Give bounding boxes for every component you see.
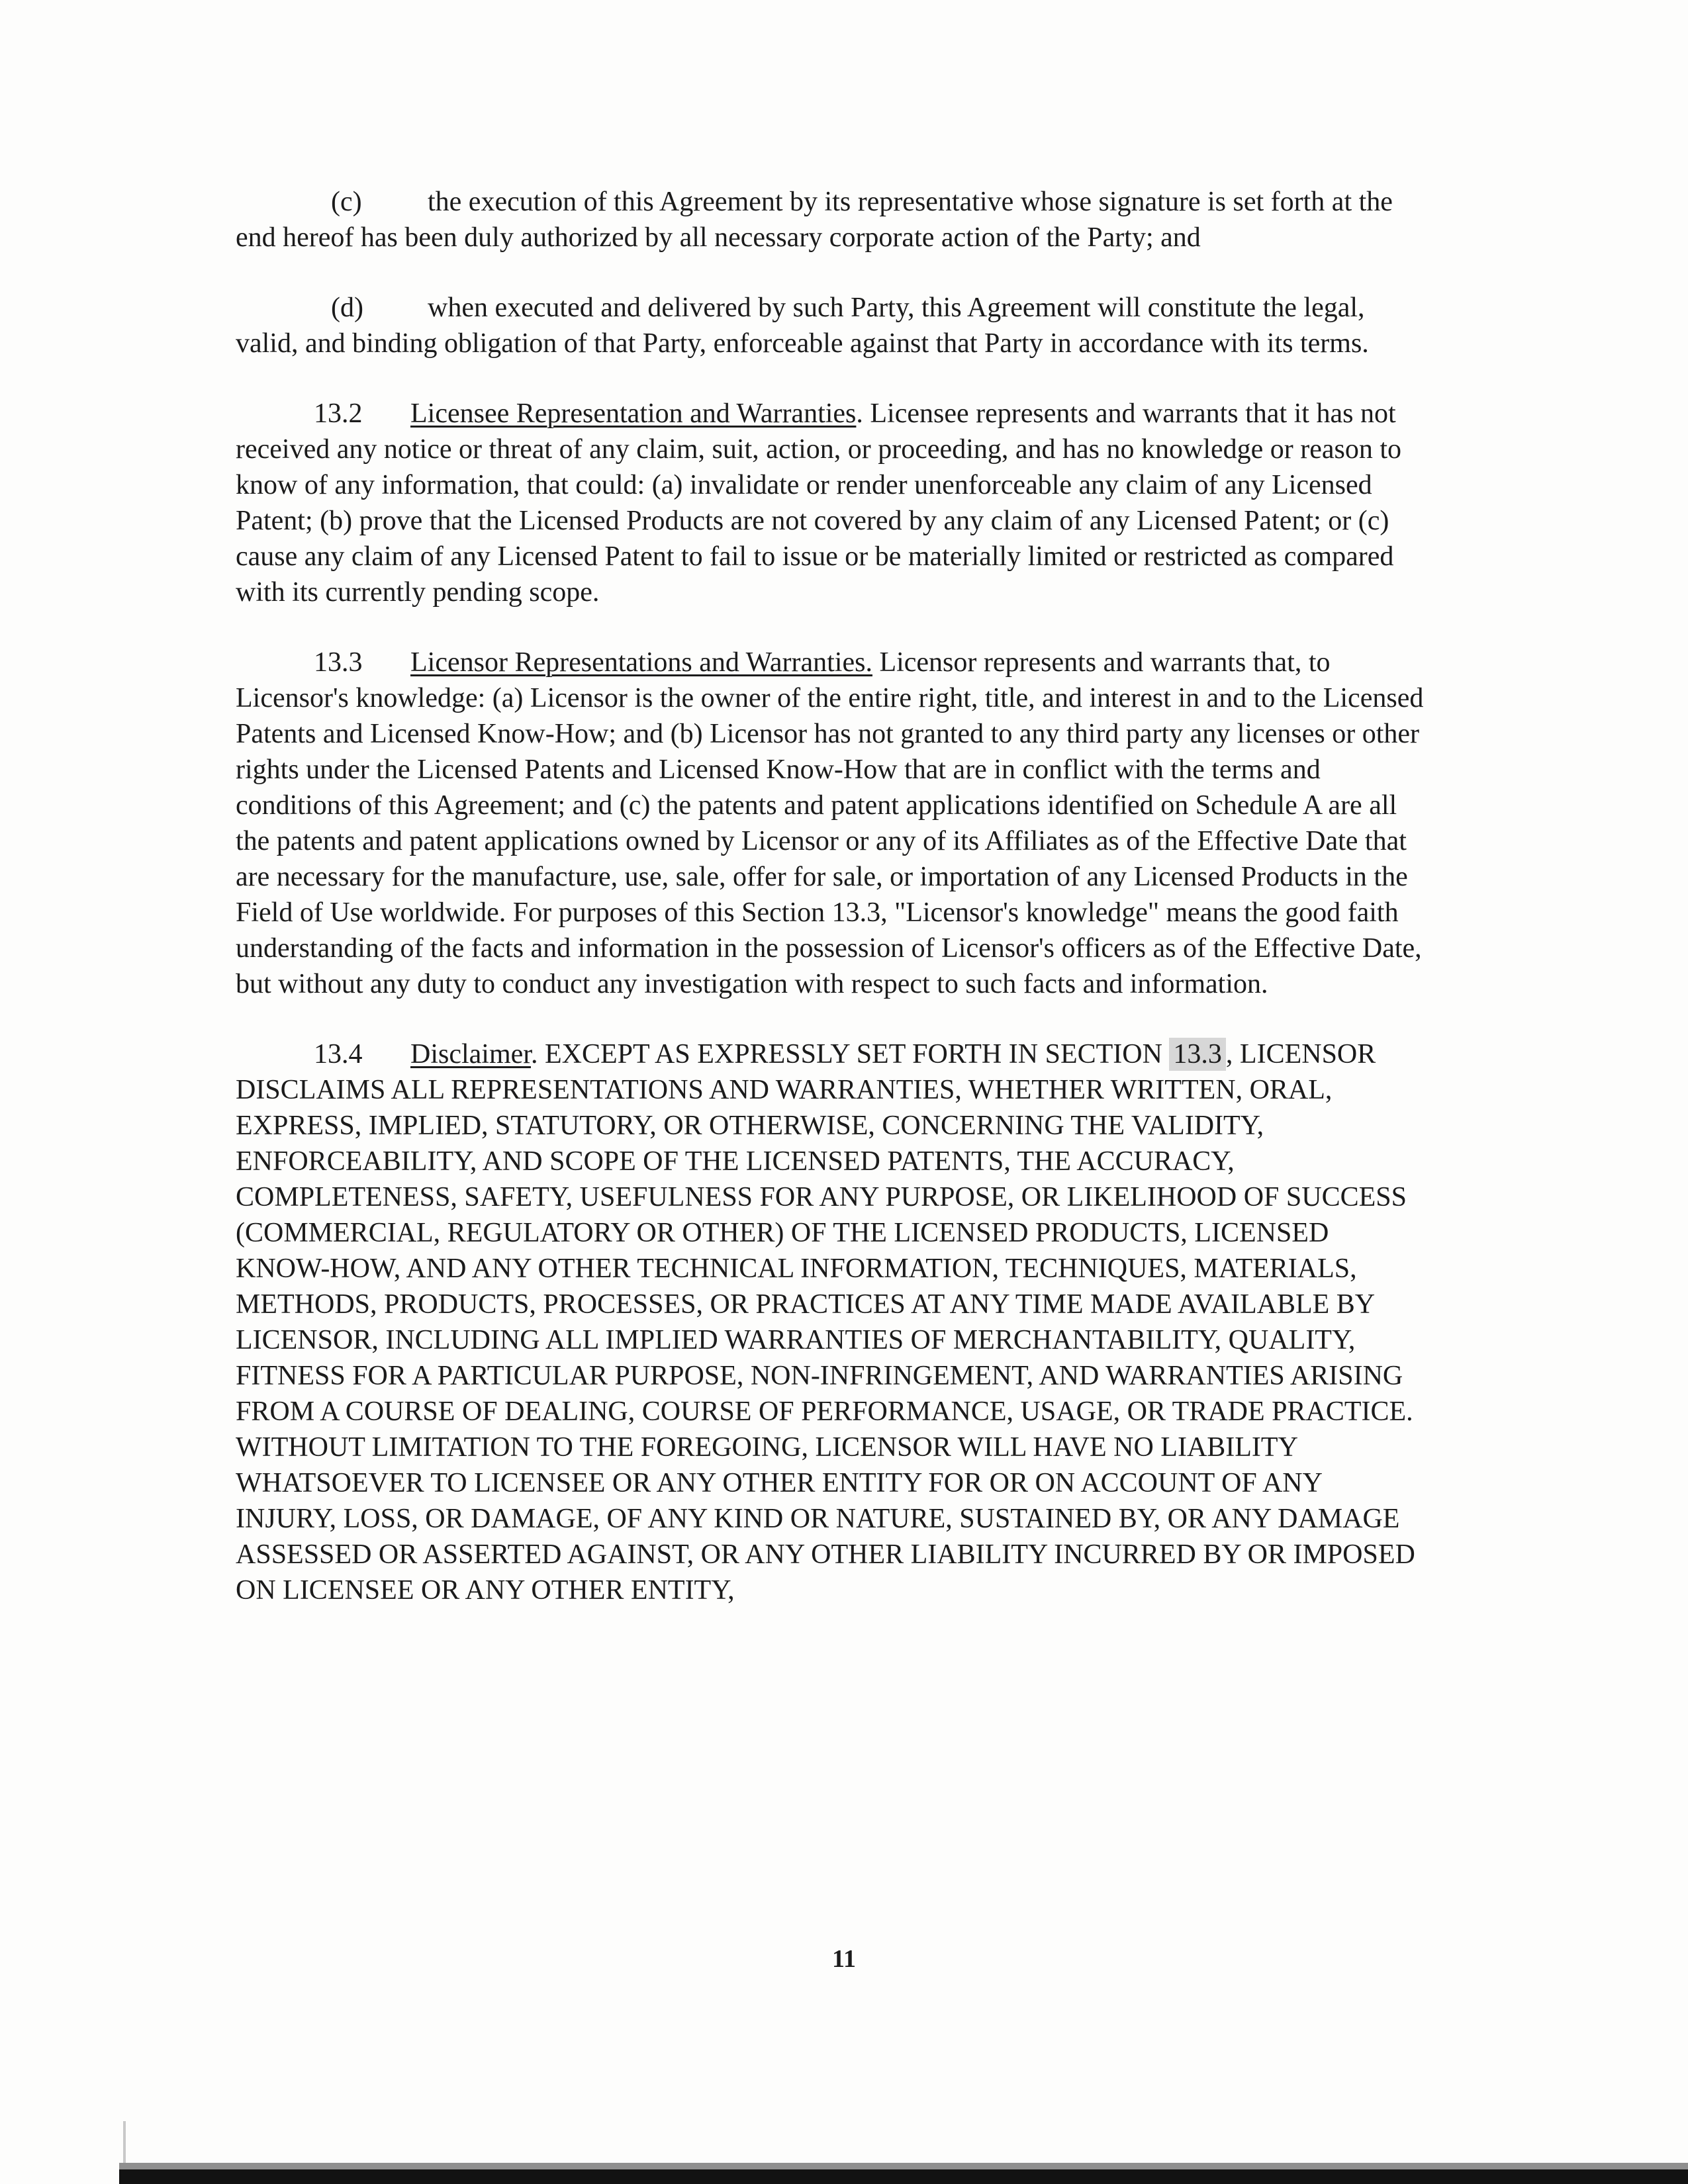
section-13-3: [236, 645, 1427, 1002]
section-13-2-heading: Licensee Representation and Warranties: [410, 398, 857, 429]
scan-bottom-gray-band: [119, 2163, 1688, 2169]
paragraph-d-label: (d): [331, 293, 363, 323]
paragraph-d-text: when executed and delivered by such Party, this Agreement will constitute the legal, valid, and binding obligation of that Party, enforceable against that Party in accordance with its terms.: [236, 293, 1369, 359]
document-body: [236, 184, 1427, 1643]
section-13-4: [236, 1036, 1427, 1608]
section-13-2-number: 13.2: [314, 398, 363, 429]
paragraph-d: [236, 290, 1427, 361]
highlighted-section-reference: 13.3: [1169, 1038, 1226, 1071]
scan-bottom-black-band: [119, 2169, 1688, 2184]
section-13-2-text: . Licensee represents and warrants that it has not received any notice or threat of any claim, suit, action, or proceeding, and has no knowledge or reason to know of any information, that could: (a) invalidate or render unenforceable any claim of any Licensed Patent; (b) prove that the Licensed Products are not covered by any claim of any Licensed Patent; or (c) cause any claim of any Licensed Patent to fail to issue or be materially limited or restricted as compared with its currently pending scope.: [236, 398, 1402, 608]
paragraph-c-label: (c): [331, 187, 362, 217]
section-13-4-heading: Disclaimer: [410, 1039, 531, 1069]
page-number: 11: [832, 1945, 856, 1973]
section-13-3-text: Licensor represents and warrants that, to Licensor's knowledge: (a) Licensor is the owner of the entire right, title, and interest in and to the Licensed Patents and Licensed Know-How; and (b) Licensor has not granted to any third party any licenses or other rights under the Licensed Patents and Licensed Know-How that are in conflict with the terms and conditions of this Agreement; and (c) the patents and patent applications identified on Schedule A are all the patents and patent applications owned by Licensor or any of its Affiliates as of the Effective Date that are necessary for the manufacture, use, sale, offer for sale, or importation of any Licensed Products in the Field of Use worldwide. For purposes of this Section 13.3, "Licensor's knowledge" means the good faith understanding of the facts and information in the possession of Licensor's officers as of the Effective Date, but without any duty to conduct any investigation with respect to such facts and information.: [236, 647, 1424, 999]
section-13-4-text-after: , LICENSOR DISCLAIMS ALL REPRESENTATIONS AND WARRANTIES, WHETHER WRITTEN, ORAL, EXPRESS, IMPLIED, STATUTORY, OR OTHERWISE, CONCERNING THE VALIDITY, ENFORCEABILITY, AND SCOPE OF THE LICENSED PATENTS, THE ACCURACY, COMPLETENESS, SAFETY, USEFULNESS FOR ANY PURPOSE, OR LIKELIHOOD OF SUCCESS (COMMERCIAL, REGULATORY OR OTHER) OF THE LICENSED PRODUCTS, LICENSED KNOW-HOW, AND ANY OTHER TECHNICAL INFORMATION, TECHNIQUES, MATERIALS, METHODS, PRODUCTS, PROCESSES, OR PRACTICES AT ANY TIME MADE AVAILABLE BY LICENSOR, INCLUDING ALL IMPLIED WARRANTIES OF MERCHANTABILITY, QUALITY, FITNESS FOR A PARTICULAR PURPOSE, NON-INFRINGEMENT, AND WARRANTIES ARISING FROM A COURSE OF DEALING, COURSE OF PERFORMANCE, USAGE, OR TRADE PRACTICE. WITHOUT LIMITATION TO THE FOREGOING, LICENSOR WILL HAVE NO LIABILITY WHATSOEVER TO LICENSEE OR ANY OTHER ENTITY FOR OR ON ACCOUNT OF ANY INJURY, LOSS, OR DAMAGE, OF ANY KIND OR NATURE, SUSTAINED BY, OR ANY DAMAGE ASSESSED OR ASSERTED AGAINST, OR ANY OTHER LIABILITY INCURRED BY OR IMPOSED ON LICENSEE OR ANY OTHER ENTITY,: [236, 1039, 1415, 1606]
paragraph-c: [236, 184, 1427, 255]
section-13-3-number: 13.3: [314, 647, 363, 678]
section-13-4-text-before: . EXCEPT AS EXPRESSLY SET FORTH IN SECTION: [530, 1039, 1170, 1069]
paragraph-c-text: the execution of this Agreement by its representative whose signature is set forth at the end hereof has been duly authorized by all necessary corporate action of the Party; and: [236, 187, 1393, 253]
section-13-2: [236, 396, 1427, 610]
section-13-3-heading: Licensor Representations and Warranties.: [410, 647, 872, 678]
section-13-4-number: 13.4: [314, 1039, 363, 1069]
